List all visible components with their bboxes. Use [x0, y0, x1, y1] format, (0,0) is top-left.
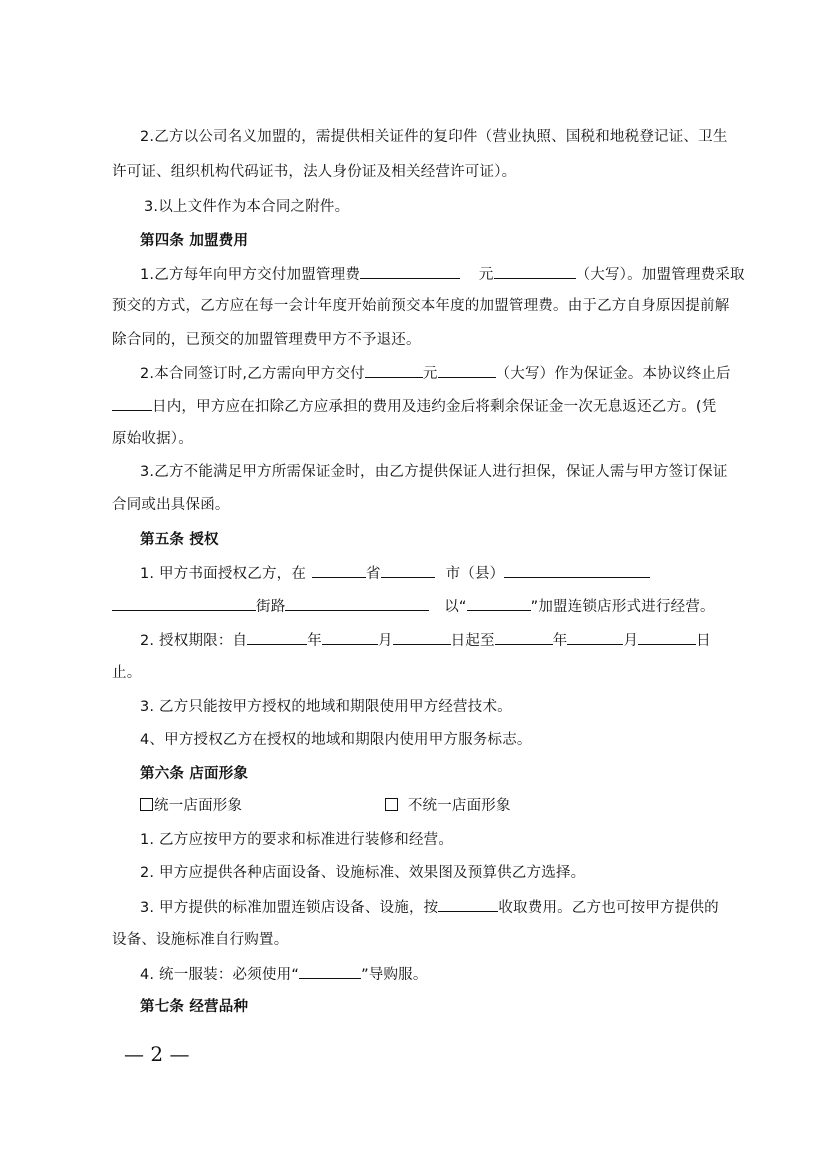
checkbox-icon[interactable] [385, 798, 398, 811]
blank-field [567, 630, 623, 645]
blank-field [438, 363, 496, 378]
paragraph-line: 预交的方式，乙方应在每一会计年度开始前预交本年度的加盟管理费。由于乙方自身原因提前解 [112, 298, 730, 314]
paragraph-line: 2.乙方以公司名义加盟的，需提供相关证件的复印件（营业执照、国税和地税登记证、卫生 [140, 129, 728, 145]
blank-field [247, 630, 307, 645]
blank-field [495, 630, 553, 645]
section-heading: 第四条 加盟费用 [140, 233, 249, 249]
blank-field [504, 563, 650, 578]
paragraph-line: 合同或出具保函。 [112, 497, 230, 513]
blank-field [360, 264, 460, 279]
blank-field [638, 630, 696, 645]
blank-field [312, 563, 366, 578]
checkbox-option-not-unified[interactable]: 不统一店面形象 [385, 796, 585, 816]
paragraph-line: 日内，甲方应在扣除乙方应承担的费用及违约金后将剩余保证金一次无息返还乙方。(凭 [112, 396, 722, 417]
paragraph-line: 3. 甲方提供的标准加盟连锁店设备、设施，按 收取费用。乙方也可按甲方提供的 [140, 897, 750, 918]
section-heading: 第五条 授权 [140, 532, 219, 548]
blank-field [467, 596, 531, 611]
paragraph-line: 设备、设施标准自行购置。 [112, 932, 289, 948]
blank-field [322, 630, 378, 645]
blank-field [365, 363, 423, 378]
blank-field [112, 396, 152, 411]
section-heading: 第六条 店面形象 [140, 766, 249, 782]
paragraph-line: 街路 以“ ”加盟连锁店形式进行经营。 [112, 596, 722, 617]
paragraph-line: 许可证、组织机构代码证书，法人身份证及相关经营许可证）。 [112, 164, 517, 180]
blank-field [112, 596, 256, 611]
paragraph-line: 1. 乙方应按甲方的要求和标准进行装修和经营。 [140, 832, 454, 848]
section-heading: 第七条 经营品种 [140, 999, 249, 1015]
paragraph-line: 3.乙方不能满足甲方所需保证金时，由乙方提供保证人进行担保，保证人需与甲方签订保证 [140, 464, 728, 480]
paragraph-line: 除合同的，已预交的加盟管理费甲方不予退还。 [112, 332, 421, 348]
paragraph-line: 1.乙方每年向甲方交付加盟管理费 元 （大写）。加盟管理费采取 [140, 264, 750, 285]
blank-field [393, 630, 451, 645]
checkbox-icon[interactable] [140, 798, 153, 811]
blank-field [299, 964, 361, 979]
blank-field [285, 596, 429, 611]
paragraph-line: 3.以上文件作为本合同之附件。 [144, 199, 350, 215]
checkbox-option-unified[interactable]: 统一店面形象 [140, 796, 750, 816]
page-number: — 2 — [124, 1042, 190, 1066]
paragraph-line: 2. 甲方应提供各种店面设备、设施标准、效果图及预算供乙方选择。 [140, 865, 586, 881]
paragraph-line: 止。 [112, 665, 142, 681]
blank-field [381, 563, 435, 578]
paragraph-line: 2. 授权期限：自 年 月 日起至 年 月 日 [140, 630, 750, 651]
paragraph-line: 4、甲方授权乙方在授权的地域和期限内使用甲方服务标志。 [140, 732, 532, 748]
paragraph-line: 3. 乙方只能按甲方授权的地域和期限使用甲方经营技术。 [140, 699, 512, 715]
blank-field [438, 897, 498, 912]
blank-field [494, 264, 576, 279]
paragraph-line: 1. 甲方书面授权乙方，在 省 市（县） [140, 563, 750, 584]
paragraph-line: 原始收据）。 [112, 431, 193, 447]
paragraph-line: 2.本合同签订时,乙方需向甲方交付 元 （大写）作为保证金。本协议终止后 [140, 363, 750, 384]
paragraph-line: 4. 统一服装：必须使用“ ”导购服。 [140, 964, 750, 985]
